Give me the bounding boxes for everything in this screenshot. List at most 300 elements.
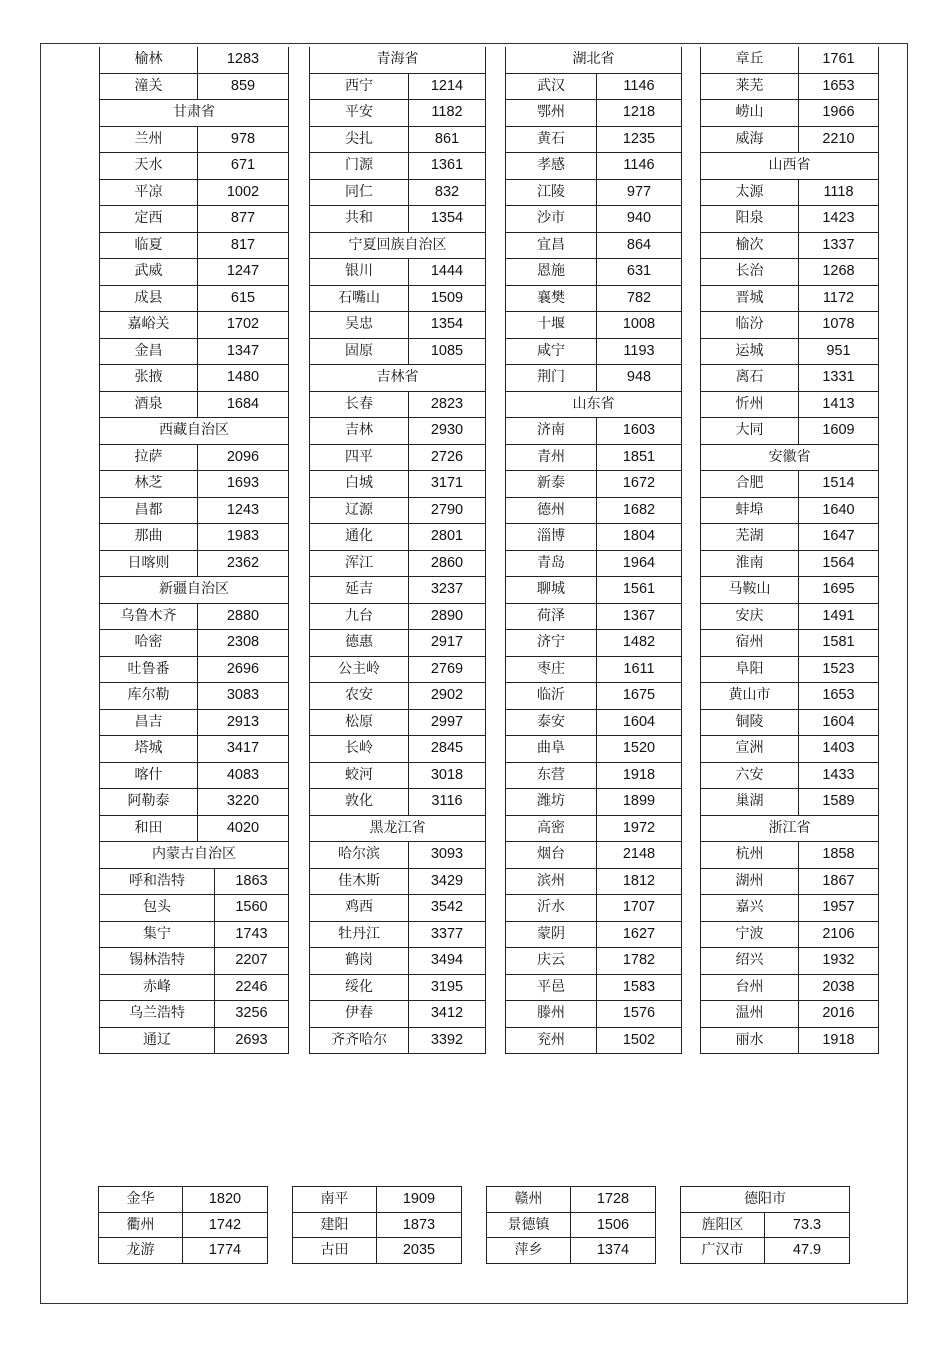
- city-value: 1909: [402, 1191, 436, 1207]
- city-value: 978: [230, 130, 256, 147]
- city-value: 1561: [622, 581, 656, 597]
- table-row: [310, 259, 485, 286]
- city-name: 蚌埠: [701, 498, 799, 524]
- city-value: 1728: [596, 1191, 630, 1207]
- table-row: [310, 604, 485, 631]
- city-value: 1918: [822, 1031, 855, 1048]
- table-row: [100, 445, 288, 472]
- table-row: [100, 312, 288, 339]
- table-row: [506, 657, 681, 684]
- city-value: 864: [626, 236, 652, 253]
- city-value: 1873: [402, 1216, 436, 1233]
- city-value: 1742: [208, 1216, 242, 1233]
- city-name: 伊春: [310, 1001, 409, 1027]
- table-row: [701, 524, 878, 551]
- city-value: 1444: [430, 263, 464, 279]
- city-name: 滕州: [506, 1001, 597, 1027]
- table-column-4: [700, 47, 879, 1054]
- table-row: [293, 1238, 461, 1264]
- province-header: 青海省: [310, 47, 485, 74]
- city-name: 聊城: [506, 577, 597, 603]
- city-value: 1354: [430, 316, 464, 332]
- city-value: 1002: [226, 183, 260, 200]
- city-name: 泰安: [506, 710, 597, 736]
- city-name: 天水: [100, 153, 198, 179]
- city-name: 黄山市: [701, 683, 799, 709]
- table-row: [100, 1001, 288, 1028]
- table-row: [310, 445, 485, 472]
- city-value: 2693: [235, 1031, 268, 1048]
- city-name: 济宁: [506, 630, 597, 656]
- city-name: 兰州: [100, 127, 198, 153]
- city-value: 1684: [226, 395, 260, 412]
- city-name: 台州: [701, 975, 799, 1001]
- city-name: 榆次: [701, 233, 799, 259]
- table-row: [310, 551, 485, 578]
- table-row: [310, 206, 485, 233]
- city-name: 榆林: [100, 47, 198, 73]
- city-name: 锡林浩特: [100, 948, 215, 974]
- city-value: 1774: [208, 1242, 242, 1258]
- city-name: 湖州: [701, 869, 799, 895]
- city-value: 1506: [596, 1216, 630, 1233]
- table-row: [100, 948, 288, 975]
- table-row: [100, 869, 288, 896]
- table-row: [310, 1028, 485, 1055]
- city-value: 3377: [430, 925, 464, 942]
- city-name: 农安: [310, 683, 409, 709]
- bottom-table-1: [98, 1186, 268, 1264]
- table-row: [310, 286, 485, 313]
- city-name: 白城: [310, 471, 409, 497]
- table-row: [310, 1001, 485, 1028]
- city-name: 绥化: [310, 975, 409, 1001]
- table-row: [100, 206, 288, 233]
- city-name: 定西: [100, 206, 198, 232]
- city-name: 旌阳区: [681, 1213, 765, 1238]
- city-name: 蛟河: [310, 763, 409, 789]
- table-row: [100, 657, 288, 684]
- table-row: [100, 339, 288, 366]
- table-row: [506, 683, 681, 710]
- city-value: 1702: [226, 316, 260, 332]
- table-row: [506, 763, 681, 790]
- table-row: [100, 524, 288, 551]
- city-name: 赤峰: [100, 975, 215, 1001]
- city-value: 1193: [623, 342, 655, 359]
- city-value: 1480: [226, 369, 260, 385]
- city-value: 2890: [430, 607, 464, 624]
- table-row: [100, 922, 288, 949]
- province-header: 甘肃省: [100, 100, 288, 127]
- city-name: 晋城: [701, 286, 799, 312]
- table-row: [100, 127, 288, 154]
- city-value: 1820: [208, 1191, 242, 1207]
- table-row: [100, 233, 288, 260]
- city-name: 青岛: [506, 551, 597, 577]
- table-row: [506, 710, 681, 737]
- city-name: 吐鲁番: [100, 657, 198, 683]
- city-name: 芜湖: [701, 524, 799, 550]
- table-row: [701, 630, 878, 657]
- table-row: [701, 895, 878, 922]
- city-value: 615: [230, 289, 256, 306]
- city-value: 2246: [235, 978, 268, 995]
- table-row: [99, 1238, 267, 1264]
- table-row: [506, 1001, 681, 1028]
- table-row: [310, 922, 485, 949]
- city-value: 3237: [430, 581, 464, 597]
- bottom-table-2: [292, 1186, 462, 1264]
- city-name: 运城: [701, 339, 799, 365]
- table-row: [681, 1213, 849, 1239]
- city-name: 离石: [701, 365, 799, 391]
- city-name: 敦化: [310, 789, 409, 815]
- city-name: 呼和浩特: [100, 869, 215, 895]
- table-row: [100, 763, 288, 790]
- table-row: [100, 816, 288, 843]
- province-header: 内蒙古自治区: [100, 842, 288, 869]
- city-value: 2207: [235, 952, 268, 968]
- city-value: 1867: [822, 872, 855, 889]
- city-name: 巢湖: [701, 789, 799, 815]
- table-row: [506, 365, 681, 392]
- table-row: [310, 418, 485, 445]
- city-value: 1653: [822, 77, 855, 94]
- city-value: 1085: [430, 342, 464, 359]
- city-value: 2823: [430, 395, 464, 412]
- city-name: 赣州: [487, 1187, 571, 1212]
- city-name: 荷泽: [506, 604, 597, 630]
- table-row: [506, 816, 681, 843]
- city-name: 同仁: [310, 180, 409, 206]
- province-header: 浙江省: [701, 816, 878, 843]
- city-value: 1347: [226, 342, 260, 359]
- city-name: 酒泉: [100, 392, 198, 418]
- table-row: [100, 180, 288, 207]
- city-value: 1707: [622, 899, 656, 915]
- city-value: 1589: [822, 793, 855, 809]
- city-name: 丽水: [701, 1028, 799, 1054]
- city-name: 佳木斯: [310, 869, 409, 895]
- city-name: 塔城: [100, 736, 198, 762]
- city-name: 阳泉: [701, 206, 799, 232]
- table-row: [506, 180, 681, 207]
- table-row: [506, 418, 681, 445]
- city-name: 高密: [506, 816, 597, 842]
- table-row: [506, 577, 681, 604]
- city-name: 太源: [701, 180, 799, 206]
- city-value: 1966: [822, 104, 855, 120]
- city-value: 3429: [430, 872, 464, 889]
- table-row: [100, 74, 288, 101]
- city-name: 金华: [99, 1187, 183, 1212]
- city-name: 孝感: [506, 153, 597, 179]
- table-row: [701, 339, 878, 366]
- city-name: 杭州: [701, 842, 799, 868]
- city-name: 南平: [293, 1187, 377, 1212]
- city-name: 东营: [506, 763, 597, 789]
- city-name: 门源: [310, 153, 409, 179]
- city-value: 2880: [226, 607, 260, 624]
- city-name: 九台: [310, 604, 409, 630]
- table-row: [310, 869, 485, 896]
- city-name: 平凉: [100, 180, 198, 206]
- table-row: [506, 233, 681, 260]
- city-name: 固原: [310, 339, 409, 365]
- city-value: 1604: [822, 713, 855, 730]
- city-value: 2917: [430, 634, 464, 650]
- city-value: 951: [826, 342, 851, 359]
- city-name: 德惠: [310, 630, 409, 656]
- city-value: 4083: [226, 766, 260, 783]
- city-value: 2035: [402, 1242, 436, 1258]
- table-row: [100, 895, 288, 922]
- table-row: [506, 286, 681, 313]
- city-name: 临夏: [100, 233, 198, 259]
- city-value: 2997: [430, 713, 464, 730]
- bottom-table-4: [680, 1186, 850, 1264]
- city-name: 威海: [701, 127, 799, 153]
- city-name: 乌鲁木齐: [100, 604, 198, 630]
- city-value: 1146: [623, 157, 655, 173]
- table-row: [506, 1028, 681, 1055]
- table-row: [701, 948, 878, 975]
- city-value: 1337: [822, 236, 855, 253]
- city-value: 3417: [226, 740, 260, 756]
- city-name: 和田: [100, 816, 198, 842]
- city-name: 兖州: [506, 1028, 597, 1054]
- table-row: [487, 1213, 655, 1239]
- city-value: 47.9: [792, 1242, 822, 1258]
- city-name: 蒙阴: [506, 922, 597, 948]
- city-value: 1932: [822, 952, 855, 968]
- city-value: 1627: [622, 925, 656, 942]
- table-row: [701, 312, 878, 339]
- table-row: [487, 1187, 655, 1213]
- province-header: 安徽省: [701, 445, 878, 472]
- table-row: [310, 657, 485, 684]
- city-name: 齐齐哈尔: [310, 1028, 409, 1054]
- city-value: 1182: [431, 104, 463, 120]
- city-value: 1609: [822, 422, 855, 438]
- table-row: [701, 418, 878, 445]
- city-name: 日喀则: [100, 551, 198, 577]
- province-header: 湖北省: [506, 47, 681, 74]
- table-row: [506, 312, 681, 339]
- table-row: [506, 206, 681, 233]
- city-value: 2308: [226, 634, 260, 650]
- city-name: 共和: [310, 206, 409, 232]
- city-value: 3018: [430, 766, 464, 783]
- city-name: 延吉: [310, 577, 409, 603]
- city-value: 1235: [622, 130, 656, 147]
- table-row: [310, 710, 485, 737]
- table-row: [506, 922, 681, 949]
- city-name: 平安: [310, 100, 409, 126]
- city-value: 631: [626, 263, 652, 279]
- city-value: 877: [230, 210, 256, 226]
- city-name: 德州: [506, 498, 597, 524]
- table-row: [99, 1187, 267, 1213]
- city-name: 乌兰浩特: [100, 1001, 215, 1027]
- table-row: [701, 657, 878, 684]
- city-name: 庆云: [506, 948, 597, 974]
- province-header: 新疆自治区: [100, 577, 288, 604]
- city-value: 948: [626, 369, 652, 385]
- city-value: 3116: [431, 793, 463, 809]
- city-name: 哈尔滨: [310, 842, 409, 868]
- city-name: 忻州: [701, 392, 799, 418]
- city-value: 2930: [430, 422, 464, 438]
- city-name: 成县: [100, 286, 198, 312]
- table-column-2: [309, 47, 486, 1054]
- city-value: 1367: [622, 607, 656, 624]
- city-name: 襄樊: [506, 286, 597, 312]
- table-row: [100, 710, 288, 737]
- city-name: 新泰: [506, 471, 597, 497]
- city-value: 977: [626, 183, 652, 200]
- table-row: [100, 683, 288, 710]
- table-row: [701, 206, 878, 233]
- table-row: [310, 524, 485, 551]
- city-name: 银川: [310, 259, 409, 285]
- province-header: 山东省: [506, 392, 681, 419]
- city-name: 古田: [293, 1238, 377, 1263]
- city-name: 拉萨: [100, 445, 198, 471]
- city-value: 1354: [430, 210, 464, 226]
- city-value: 2845: [430, 740, 464, 756]
- table-row: [506, 895, 681, 922]
- table-row: [701, 842, 878, 869]
- city-name: 宿州: [701, 630, 799, 656]
- city-value: 2790: [430, 501, 464, 518]
- table-row: [310, 74, 485, 101]
- city-value: 1695: [822, 581, 855, 597]
- city-value: 1743: [235, 925, 268, 942]
- city-name: 嘉峪关: [100, 312, 198, 338]
- city-value: 782: [626, 289, 652, 306]
- table-row: [701, 259, 878, 286]
- city-name: 安庆: [701, 604, 799, 630]
- table-row: [100, 286, 288, 313]
- city-value: 2696: [226, 660, 260, 677]
- table-row: [701, 47, 878, 74]
- table-row: [701, 127, 878, 154]
- province-header: 黑龙江省: [310, 816, 485, 843]
- table-row: [701, 736, 878, 763]
- city-value: 2801: [430, 528, 464, 544]
- table-row: [310, 339, 485, 366]
- city-name: 张掖: [100, 365, 198, 391]
- city-value: 1268: [822, 263, 855, 279]
- table-row: [506, 524, 681, 551]
- city-name: 鄂州: [506, 100, 597, 126]
- city-value: 1804: [622, 528, 656, 544]
- table-row: [701, 577, 878, 604]
- table-row: [506, 471, 681, 498]
- province-header: 山西省: [701, 153, 878, 180]
- city-name: 荆门: [506, 365, 597, 391]
- city-name: 林芝: [100, 471, 198, 497]
- city-name: 公主岭: [310, 657, 409, 683]
- city-name: 昌都: [100, 498, 198, 524]
- city-name: 昌吉: [100, 710, 198, 736]
- city-name: 包头: [100, 895, 215, 921]
- table-row: [100, 975, 288, 1002]
- table-row: [310, 630, 485, 657]
- city-value: 3220: [226, 793, 260, 809]
- table-row: [100, 551, 288, 578]
- city-value: 2016: [822, 1005, 855, 1021]
- city-name: 大同: [701, 418, 799, 444]
- city-value: 1693: [226, 475, 260, 491]
- city-name: 温州: [701, 1001, 799, 1027]
- city-value: 1761: [822, 51, 855, 67]
- table-row: [506, 842, 681, 869]
- city-value: 3195: [430, 978, 464, 995]
- table-row: [487, 1238, 655, 1264]
- city-value: 73.3: [792, 1216, 822, 1233]
- table-row: [506, 630, 681, 657]
- city-name: 临沂: [506, 683, 597, 709]
- city-value: 1603: [622, 422, 656, 438]
- city-value: 2106: [822, 925, 855, 942]
- city-name: 喀什: [100, 763, 198, 789]
- city-value: 3093: [430, 846, 464, 862]
- province-header: 西藏自治区: [100, 418, 288, 445]
- city-value: 2902: [430, 687, 464, 703]
- table-row: [100, 259, 288, 286]
- table-row: [506, 74, 681, 101]
- province-header: 吉林省: [310, 365, 485, 392]
- city-name: 四平: [310, 445, 409, 471]
- city-name: 恩施: [506, 259, 597, 285]
- city-name: 莱芜: [701, 74, 799, 100]
- table-row: [506, 153, 681, 180]
- city-name: 那曲: [100, 524, 198, 550]
- city-value: 1812: [622, 872, 656, 889]
- table-row: [701, 710, 878, 737]
- table-row: [310, 180, 485, 207]
- city-value: 2038: [822, 978, 855, 995]
- city-name: 金昌: [100, 339, 198, 365]
- city-name: 曲阜: [506, 736, 597, 762]
- city-name: 通化: [310, 524, 409, 550]
- city-name: 衢州: [99, 1213, 183, 1238]
- city-name: 淄博: [506, 524, 597, 550]
- city-name: 黄石: [506, 127, 597, 153]
- city-name: 长治: [701, 259, 799, 285]
- table-row: [701, 922, 878, 949]
- city-name: 滨州: [506, 869, 597, 895]
- table-row: [100, 604, 288, 631]
- city-value: 1413: [822, 395, 855, 412]
- table-row: [100, 630, 288, 657]
- city-value: 2913: [226, 713, 260, 730]
- table-row: [310, 842, 485, 869]
- city-value: 1581: [822, 634, 855, 650]
- table-row: [310, 736, 485, 763]
- city-value: 1672: [622, 475, 656, 491]
- table-row: [506, 259, 681, 286]
- city-name: 绍兴: [701, 948, 799, 974]
- city-name: 牡丹江: [310, 922, 409, 948]
- table-row: [506, 736, 681, 763]
- city-value: 1611: [623, 660, 655, 677]
- city-name: 济南: [506, 418, 597, 444]
- province-header: 宁夏回族自治区: [310, 233, 485, 260]
